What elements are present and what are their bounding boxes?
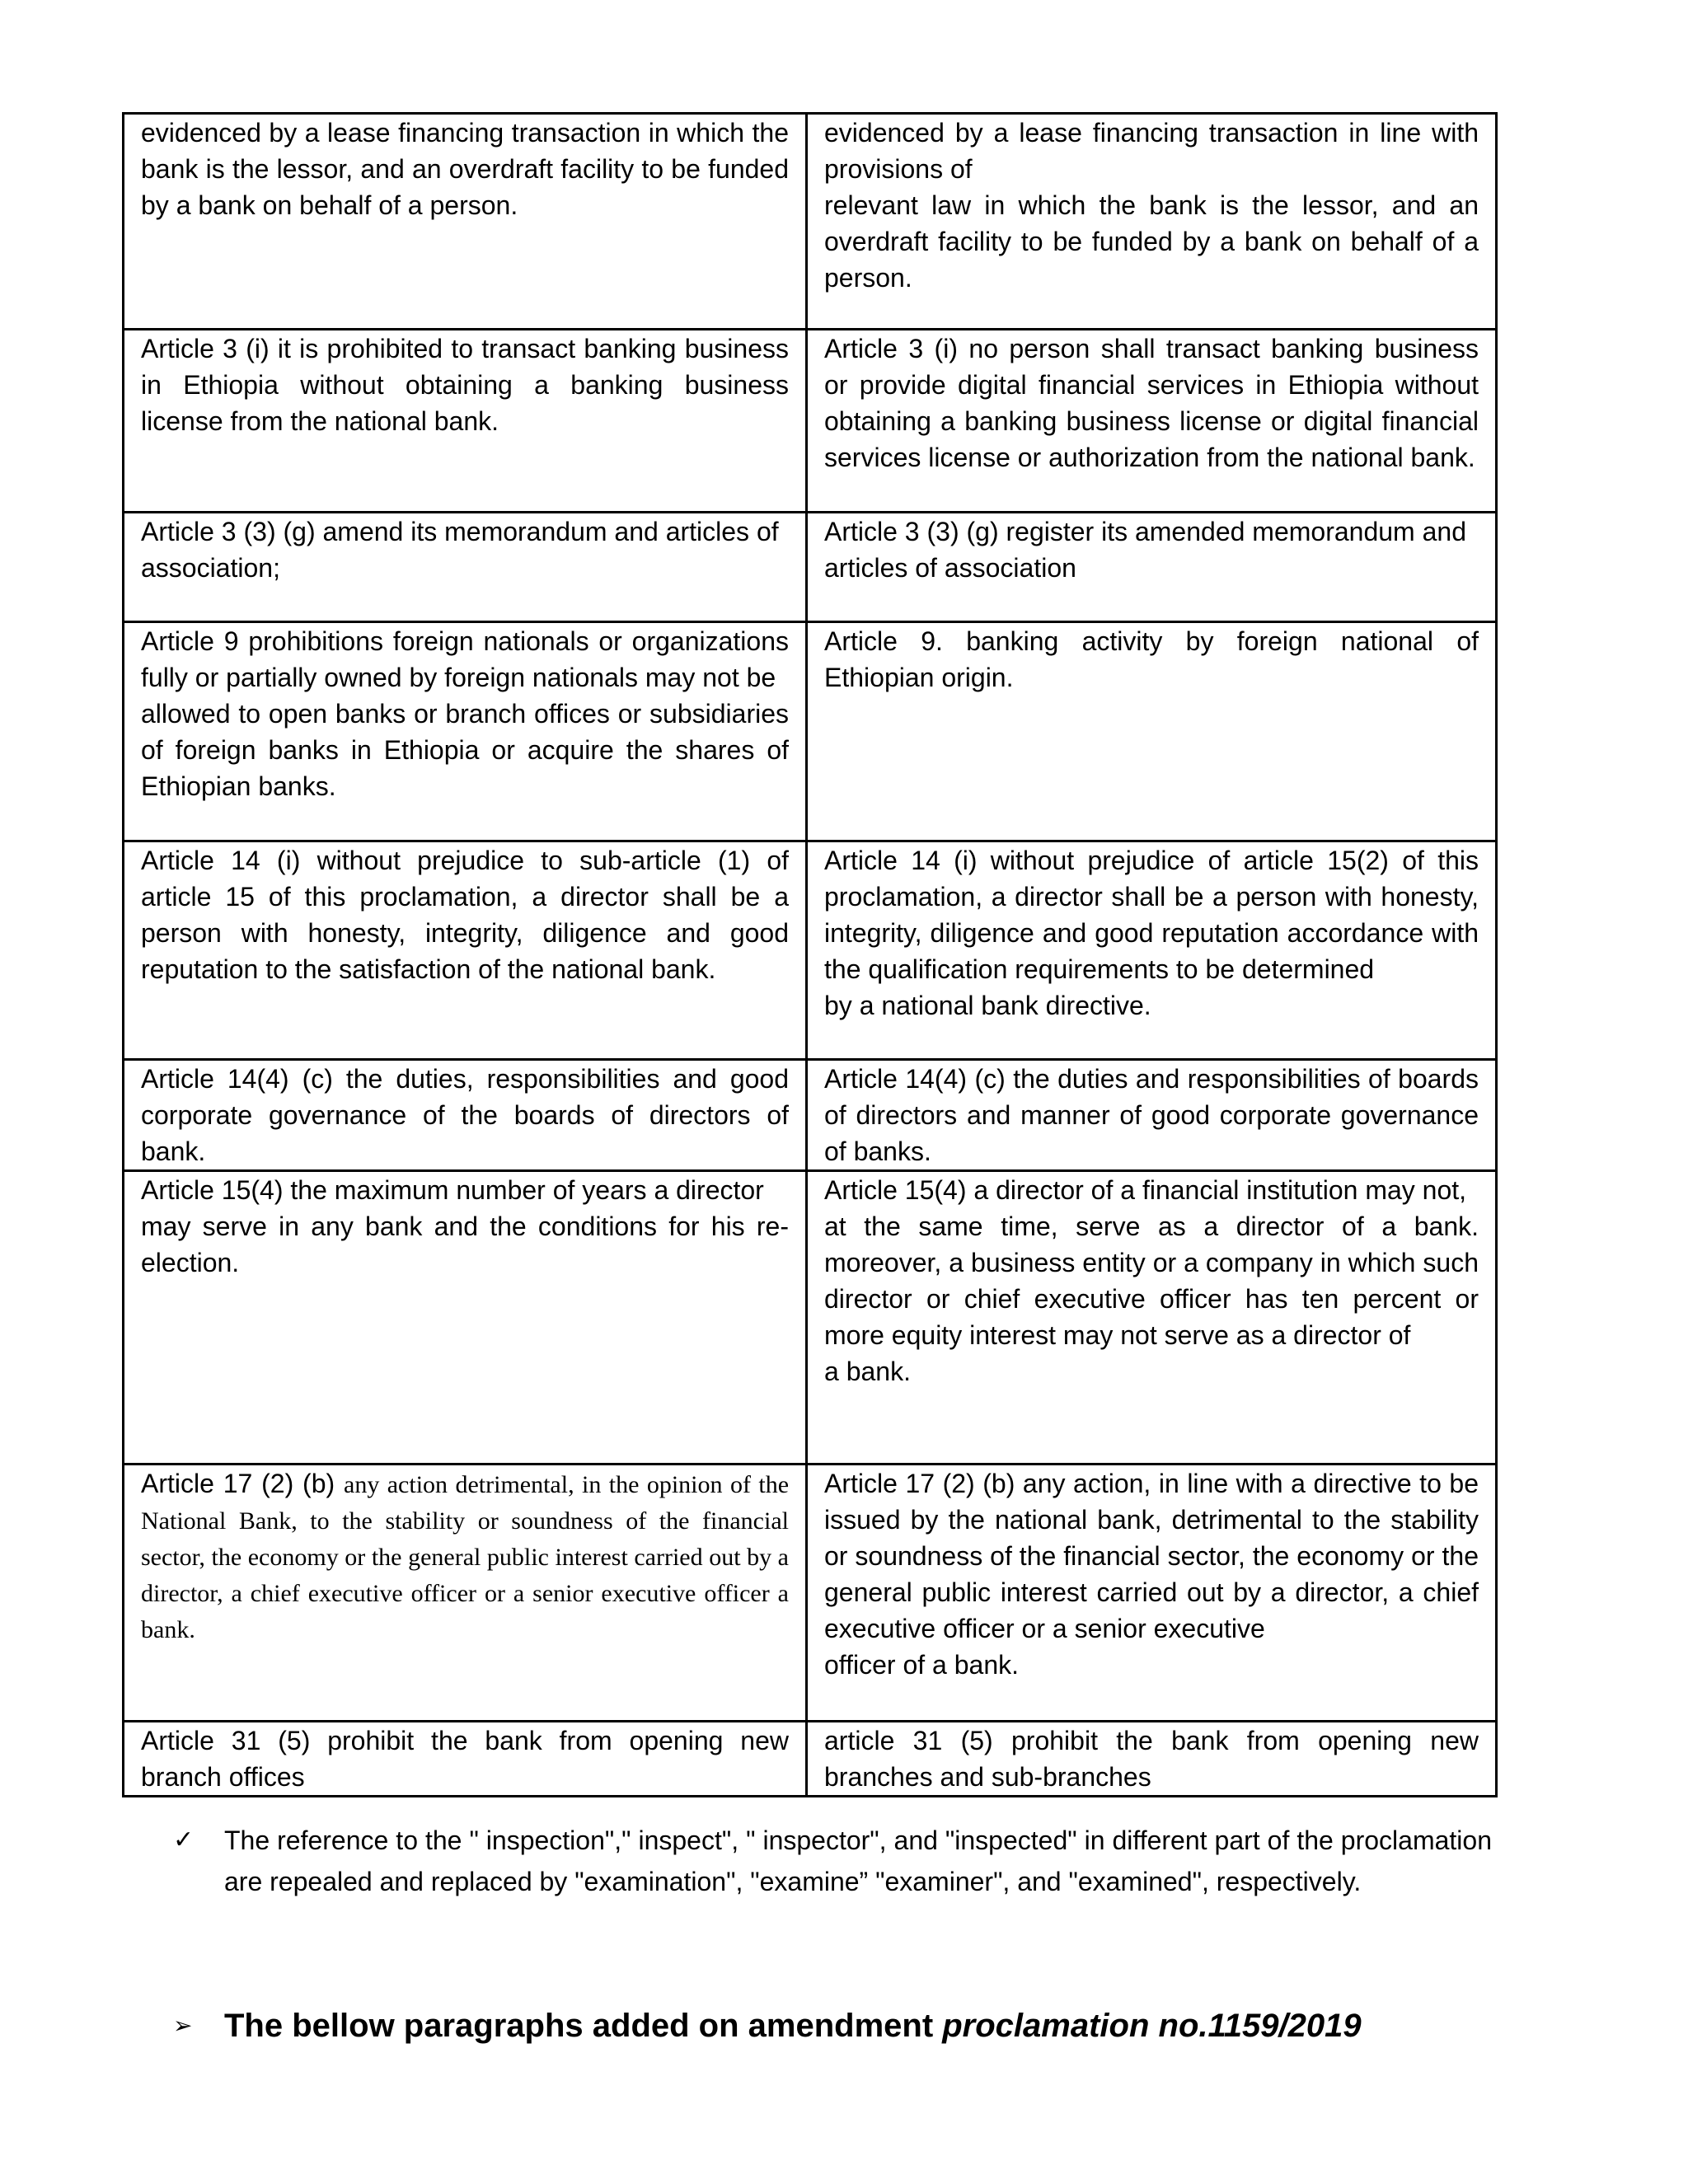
table-row [124, 1060, 1497, 1171]
table-cell-new: Article 3 (i) no person shall transact banking business or provide digital financial services in Ethiopia without obtaining a banking business license or digital financial services license or authorization from the national bank. [807, 330, 1497, 513]
table-cell-old-lead: Article 17 (2) (b) [141, 1469, 344, 1498]
table-cell-old: Article 14 (i) without prejudice to sub-article (1) of article 15 of this proclamation, a director shall be a person with honesty, integrity, diligence and good reputation to the satisfaction of the national bank. [124, 841, 807, 1060]
table-row [124, 513, 1497, 622]
table-row [124, 841, 1497, 1060]
table-cell-new: Article 14 (i) without prejudice of article 15(2) of this proclamation, a director shall be a person with honesty, integrity, diligence and good reputation accordance with the qualification requirements to be determined by a national bank directive. [807, 841, 1497, 1060]
table-row [124, 1465, 1497, 1722]
section-heading-text: The bellow paragraphs added on amendment [224, 2008, 943, 2044]
table-row [124, 114, 1497, 330]
checkmark-icon: ✓ [173, 1825, 195, 1854]
table-row [124, 622, 1497, 841]
repeal-note [173, 1820, 1492, 1902]
table-cell-new: Article 9. banking activity by foreign national of Ethiopian origin. [807, 622, 1497, 841]
table-cell-new: Article 14(4) (c) the duties and responsibilities of boards of directors and manner of good corporate governance of banks. [807, 1060, 1497, 1171]
table-cell-new: Article 3 (3) (g) register its amended memorandum and articles of association [807, 513, 1497, 622]
table-row [124, 1171, 1497, 1465]
table-cell-old: Article 3 (3) (g) amend its memorandum and articles of association; [124, 513, 807, 622]
table-cell-new: evidenced by a lease financing transaction in line with provisions of relevant law in which the bank is the lessor, and an overdraft facility to be funded by a bank on behalf of a person. [807, 114, 1497, 330]
table-cell-new: Article 15(4) a director of a financial institution may not, at the same time, serve as a director of a bank. moreover, a business entity or a company in which such director or chief executive officer has ten percent or more equity interest may not serve as a director of a bank. [807, 1171, 1497, 1465]
section-heading [173, 2003, 1362, 2049]
table-cell-old: Article 15(4) the maximum number of years a director may serve in any bank and the conditions for his re-election. [124, 1171, 807, 1465]
table-row [124, 330, 1497, 513]
table-cell-old: Article 14(4) (c) the duties, responsibilities and good corporate governance of the boards of directors of bank. [124, 1060, 807, 1171]
table-cell-old: evidenced by a lease financing transaction in which the bank is the lessor, and an overdraft facility to be funded by a bank on behalf of a person. [124, 114, 807, 330]
section-heading-italic: proclamation no.1159/2019 [942, 2008, 1362, 2044]
table-cell-old: Article 9 prohibitions foreign nationals or organizations fully or partially owned by foreign nationals may not be allowed to open banks or branch offices or subsidiaries of foreign banks in Ethiopia or acquire the shares of Ethiopian banks. [124, 622, 807, 841]
repeal-note-text: The reference to the " inspection"," inspect", " inspector", and "inspected" in different part of the proclamation are repealed and replaced by "examination", "examine” "examiner", and "examined", respectively. [224, 1825, 1492, 1896]
table-row [124, 1722, 1497, 1797]
table-cell-old [124, 1465, 807, 1722]
arrow-bullet-icon: ➢ [173, 2012, 193, 2039]
table-cell-new: article 31 (5) prohibit the bank from opening new branches and sub-branches [807, 1722, 1497, 1797]
table-cell-old: Article 31 (5) prohibit the bank from opening new branch offices [124, 1722, 807, 1797]
table-cell-old: Article 3 (i) it is prohibited to transact banking business in Ethiopia without obtaining a banking business license from the national bank. [124, 330, 807, 513]
comparison-table [122, 112, 1498, 1797]
table-cell-new: Article 17 (2) (b) any action, in line with a directive to be issued by the national bank, detrimental to the stability or soundness of the financial sector, the economy or the general public interest carried out by a director, a chief executive officer or a senior executive officer of a bank. [807, 1465, 1497, 1722]
table-cell-old-text: any action detrimental, in the opinion of the National Bank, to the stability or soundness of the financial sector, the economy or the general public interest carried out by a director, a chief executive officer or a senior executive officer a bank. [141, 1471, 790, 1643]
